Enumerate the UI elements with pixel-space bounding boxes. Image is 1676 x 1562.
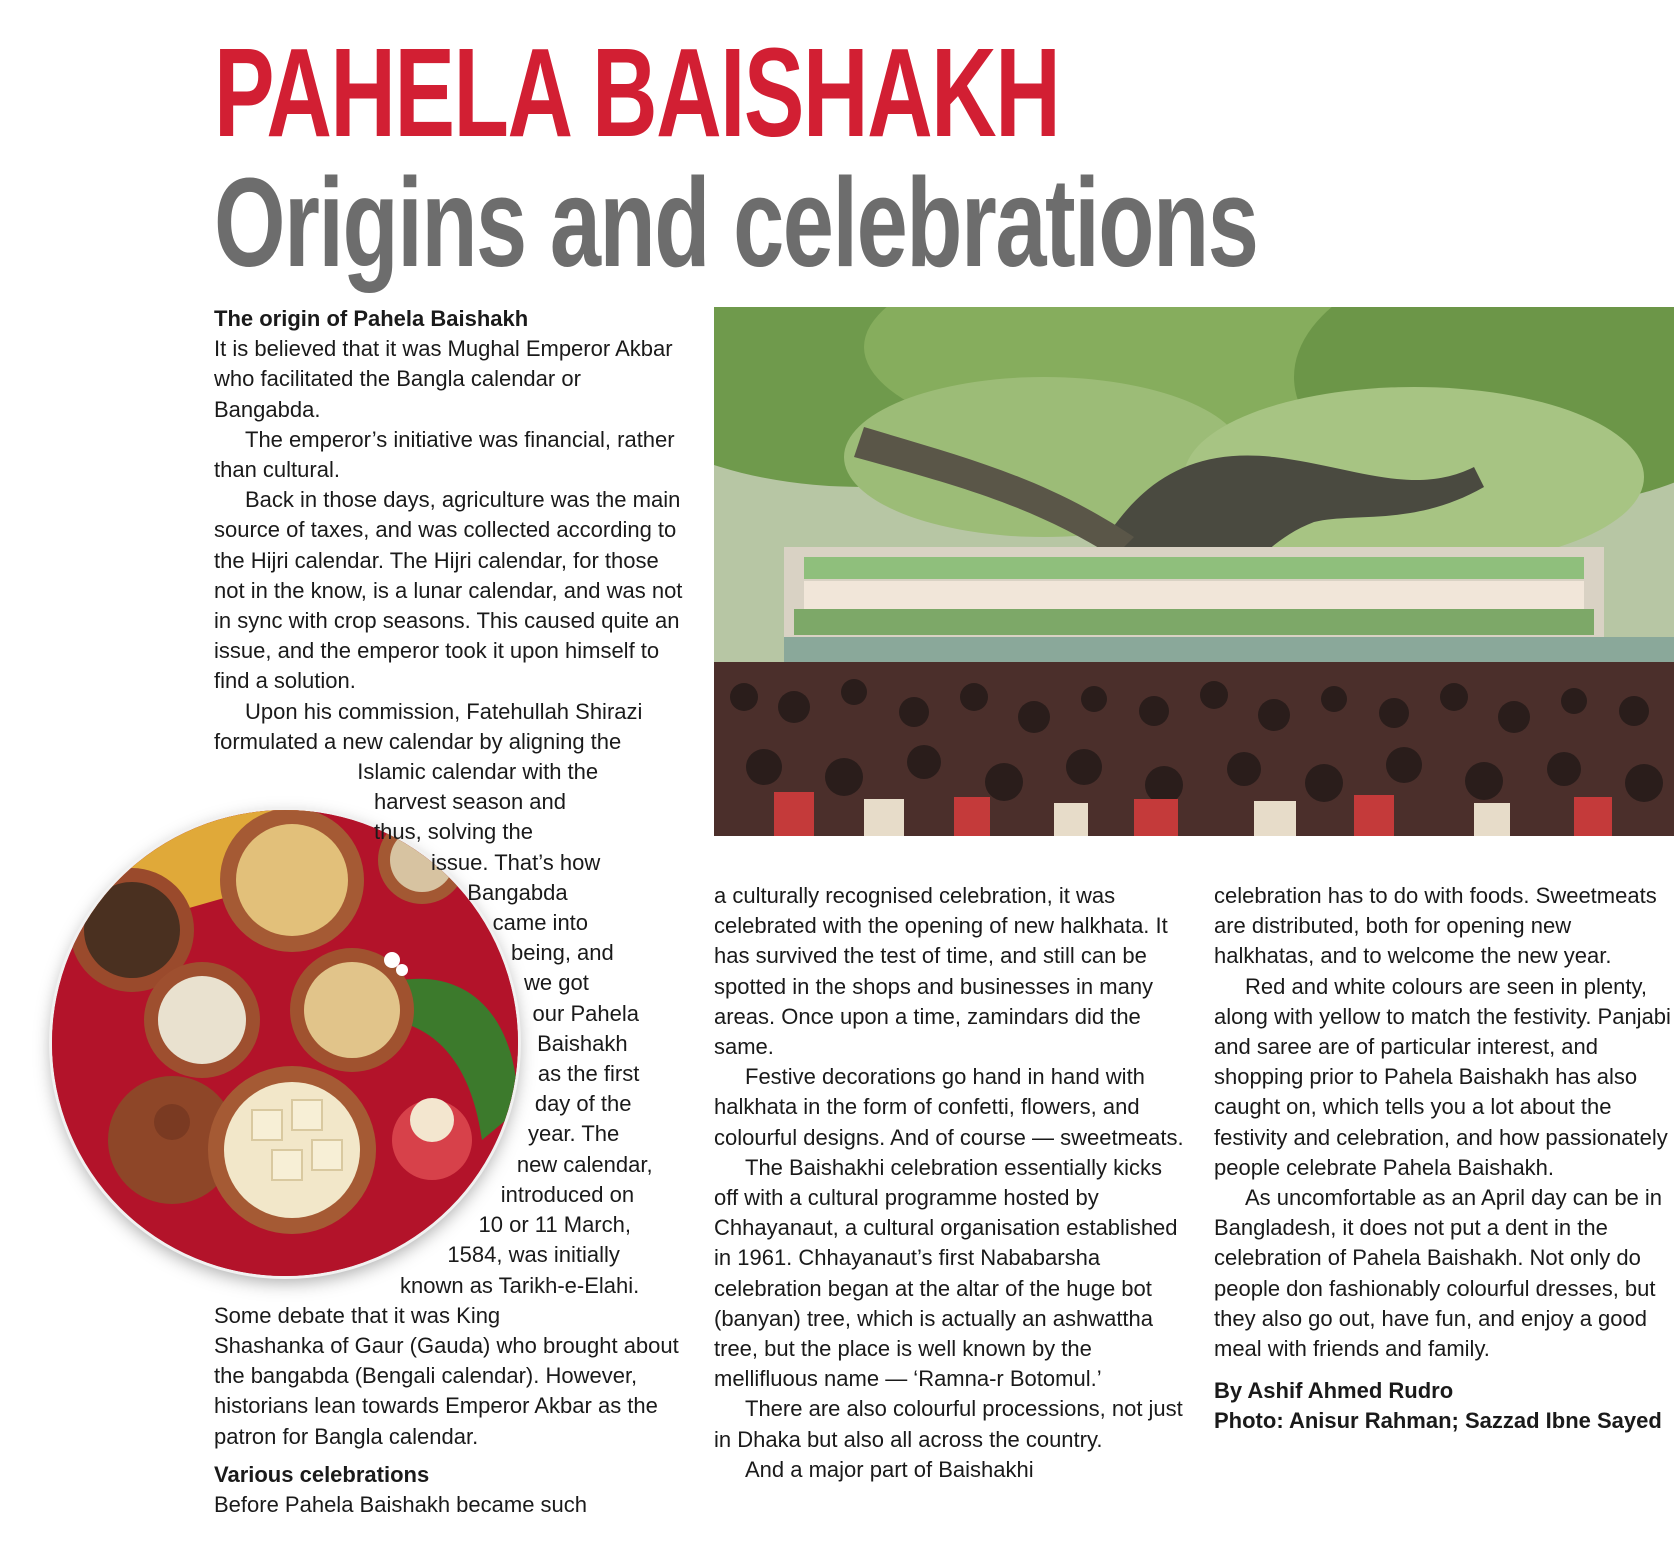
paragraph: The emperor’s initiative was financial, rather than cultural.: [214, 426, 675, 483]
wrapped-line: issue. That’s how: [431, 849, 601, 875]
wrapped-line: we got: [524, 970, 589, 996]
paragraph: And a major part of Baishakhi: [745, 1456, 1034, 1482]
paragraph: Before Pahela Baishakh became such: [214, 1491, 588, 1517]
crowd-banyan-photo: [714, 307, 1674, 836]
headline-subtitle: Origins and celebrations: [214, 152, 1258, 293]
paragraph: Festive decorations go hand in hand with halkhata in the form of confetti, flowers, and colourful designs. And of course — sweetmeats.: [714, 1064, 1184, 1150]
subheading-celebrations: Various celebrations: [214, 1461, 430, 1487]
byline: By Ashif Ahmed Rudro: [1214, 1378, 1454, 1404]
wrapped-line: thus, solving the: [374, 819, 533, 845]
wrapped-line: day of the: [534, 1091, 632, 1117]
wrapped-line: 1584, was initially: [447, 1242, 620, 1268]
wrapped-line: our Pahela: [532, 1000, 639, 1026]
wrapped-line: being, and: [511, 940, 614, 966]
photo-credit: Photo: Anisur Rahman; Sazzad Ibne Sayed: [1214, 1408, 1662, 1434]
wrapped-line: 10 or 11 March,: [478, 1212, 631, 1238]
wrapped-line: Some debate that it was King: [214, 1302, 501, 1328]
paragraph: Red and white colours are seen in plenty, along with yellow to match the festivity. Panjabi and saree are of particular interest, and shopping prior to Pahela Baishakh has also caught on, which tells you a lot about the festivity and celebration, and how passionately people celebrate Pahela Baishakh.: [1214, 973, 1671, 1180]
wrapped-line: introduced on: [500, 1181, 635, 1207]
subheading-origin: The origin of Pahela Baishakh: [214, 306, 529, 331]
wrapped-line: came into: [492, 910, 589, 936]
wrapped-line: year. The: [527, 1121, 620, 1147]
paragraph: The Baishakhi celebration essentially kicks off with a cultural programme hosted by Chhayanaut, a cultural organisation established in 1961. Chhayanaut’s first Nababarsha celebration began at the altar of the huge bot (banyan) tree, which is actually an ashwattha tree, but the place is well known by the mellifluous name — ‘Ramna-r Botomul.’: [714, 1154, 1178, 1392]
article-column-3: [1214, 881, 1674, 1437]
paragraph: Upon his commission, Fatehullah Shirazi formulated a new calendar by aligning the: [214, 698, 643, 754]
article-column-2: [714, 881, 1184, 1485]
wrapped-line: as the first: [537, 1061, 640, 1087]
wrapped-line: Islamic calendar with the: [357, 759, 599, 785]
article-column-1: [214, 304, 684, 1520]
wrapped-line: harvest season and: [374, 789, 567, 815]
paragraph: Shashanka of Gaur (Gauda) who brought about the bangabda (Bengali calendar). However, historians lean towards Emperor Akbar as the patron for Bangla calendar.: [214, 1332, 679, 1449]
paragraph: a culturally recognised celebration, it was celebrated with the opening of new halkhata. It has survived the test of time, and still can be spotted in the shops and businesses in many areas. Once upon a time, zamindars did the same.: [714, 883, 1168, 1060]
paragraph: celebration has to do with foods. Sweetmeats are distributed, both for opening new halkhatas, and to welcome the new year.: [1214, 883, 1657, 969]
text-wrap-around-photo: [214, 757, 684, 1331]
paragraph: It is believed that it was Mughal Emperor Akbar who facilitated the Bangla calendar or Bangabda.: [214, 336, 673, 422]
headline-title: PAHELA BAISHAKH: [214, 22, 1060, 163]
wrapped-line: known as Tarikh-e-Elahi.: [399, 1272, 640, 1298]
paragraph: As uncomfortable as an April day can be in Bangladesh, it does not put a dent in the celebration of Pahela Baishakh. Not only do people don fashionably colourful dresses, but they also go out, have fun, and enjoy a good meal with friends and family.: [1214, 1185, 1663, 1362]
wrapped-line: new calendar,: [516, 1151, 653, 1177]
paragraph: Back in those days, agriculture was the main source of taxes, and was collected according to the Hijri calendar. The Hijri calendar, for those not in the know, is a lunar calendar, and was not in sync with crop seasons. This caused quite an issue, and the emperor took it upon himself to find a solution.: [214, 487, 683, 694]
wrapped-line: Baishakh: [537, 1030, 628, 1056]
paragraph: There are also colourful processions, not just in Dhaka but also all across the country.: [714, 1396, 1183, 1452]
wrapped-line: Bangabda: [467, 879, 568, 905]
